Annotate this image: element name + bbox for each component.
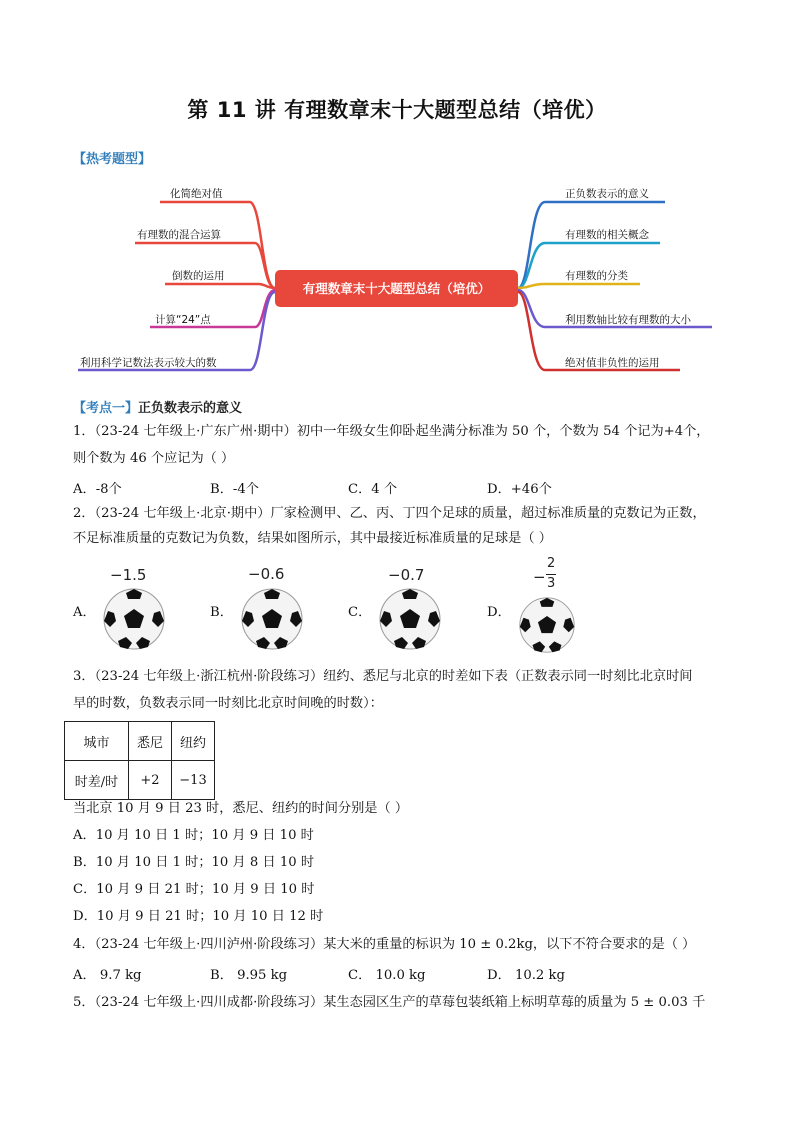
table-cell: +2 [129,761,172,800]
question-3-stem: 当北京 10 月 9 日 23 时，悉尼、纽约的时间分别是（ ） [73,801,409,816]
q2-option-b: B． [210,605,233,620]
mindmap-right-item: 绝对值非负性的运用 [565,357,660,369]
mindmap-right-item: 正负数表示的意义 [565,188,649,200]
question-2-line: 不足标准质量的克数记为负数，结果如图所示，其中最接近标准质量的足球是（ ） [73,531,552,546]
q1-option-a: A．-8个 [73,482,122,497]
mindmap-left-item: 倒数的运用 [172,270,225,282]
q3-option-b: B．10 月 10 日 1 时；10 月 8 日 10 时 [73,855,315,870]
question-5-line: 5．（23-24 七年级上·四川成都·阶段练习）某生态园区生产的草莓包装纸箱上标明草莓的质量为 5 ± 0.03 千 [73,995,706,1010]
table-header-cell: 城市 [65,722,129,761]
q3-option-a: A．10 月 10 日 1 时；10 月 9 日 10 时 [73,828,314,843]
hot-topics-label: 【热考题型】 [73,152,152,167]
table-cell: −13 [172,761,215,800]
mindmap-left-item: 有理数的混合运算 [137,229,221,241]
q4-option-b: B． 9.95 kg [210,968,288,983]
soccer-ball-icon [378,587,442,651]
q3-option-c: C．10 月 9 日 21 时；10 月 9 日 10 时 [73,882,315,897]
soccer-ball-icon [102,587,166,651]
q1-option-d: D．+46个 [487,482,552,497]
mindmap-right-item: 有理数的分类 [565,270,628,282]
table-row [65,761,215,800]
mindmap-left-item: 计算“24”点 [155,314,211,326]
soccer-ball-icon [518,596,576,654]
soccer-ball-icon [240,587,304,651]
fraction-bar [546,574,556,575]
q2-option-d: D． [487,605,511,620]
q1-option-b: B．-4个 [210,482,259,497]
q3-option-d: D．10 月 9 日 21 时；10 月 10 日 12 时 [73,909,324,924]
time-difference-table [64,721,215,800]
table-header-cell: 悉尼 [129,722,172,761]
ball-d-denominator: 3 [547,576,556,591]
section-name: 正负数表示的意义 [138,401,243,416]
question-2-line: 2．（23-24 七年级上·北京·期中）厂家检测甲、乙、丙、丁四个足球的质量，超过标准质量的克数记为正数， [73,506,706,521]
ball-c-value: −0.7 [388,566,425,584]
table-header-cell: 纽约 [172,722,215,761]
q1-option-c: C．4 个 [348,482,398,497]
q2-option-c: C． [348,605,372,620]
question-1-line: 则个数为 46 个应记为（ ） [73,451,235,466]
q4-option-d: D． 10.2 kg [487,968,565,983]
ball-a-value: −1.5 [110,566,147,584]
ball-d-numerator: 2 [547,556,556,571]
q2-option-a: A． [73,605,96,620]
question-4-line: 4．（23-24 七年级上·四川泸州·阶段练习）某大米的重量的标识为 10 ± 0.2kg，以下不符合要求的是（ ） [73,937,696,952]
question-3-line: 早的时数，负数表示同一时刻比北京时间晚的时数）： [73,696,383,711]
mindmap-left-item: 利用科学记数法表示较大的数 [80,357,217,369]
page-title: 第 11 讲 有理数章末十大题型总结（培优） [187,98,607,122]
section-heading [73,397,242,416]
ball-b-value: −0.6 [248,565,285,583]
q4-option-c: C． 10.0 kg [348,968,426,983]
question-1-line: 1．（23-24 七年级上·广东广州·期中）初中一年级女生仰卧起坐满分标准为 50 个，个数为 54 个记为+4个， [73,424,710,439]
table-header-row [65,722,215,761]
question-3-line: 3．（23-24 七年级上·浙江杭州·阶段练习）纽约、悉尼与北京的时差如下表（正数表示同一时刻比北京时间 [73,669,693,684]
q4-option-a: A． 9.7 kg [73,968,142,983]
mindmap-center: 有理数章末十大题型总结（培优） [275,270,518,307]
ball-d-minus: − [533,568,546,586]
section-bracket: 【考点一】 [73,401,139,416]
table-cell: 时差/时 [65,761,129,800]
mindmap-right-item: 利用数轴比较有理数的大小 [565,314,691,326]
mindmap-right-item: 有理数的相关概念 [565,229,649,241]
mindmap-left-item: 化简绝对值 [170,188,223,200]
